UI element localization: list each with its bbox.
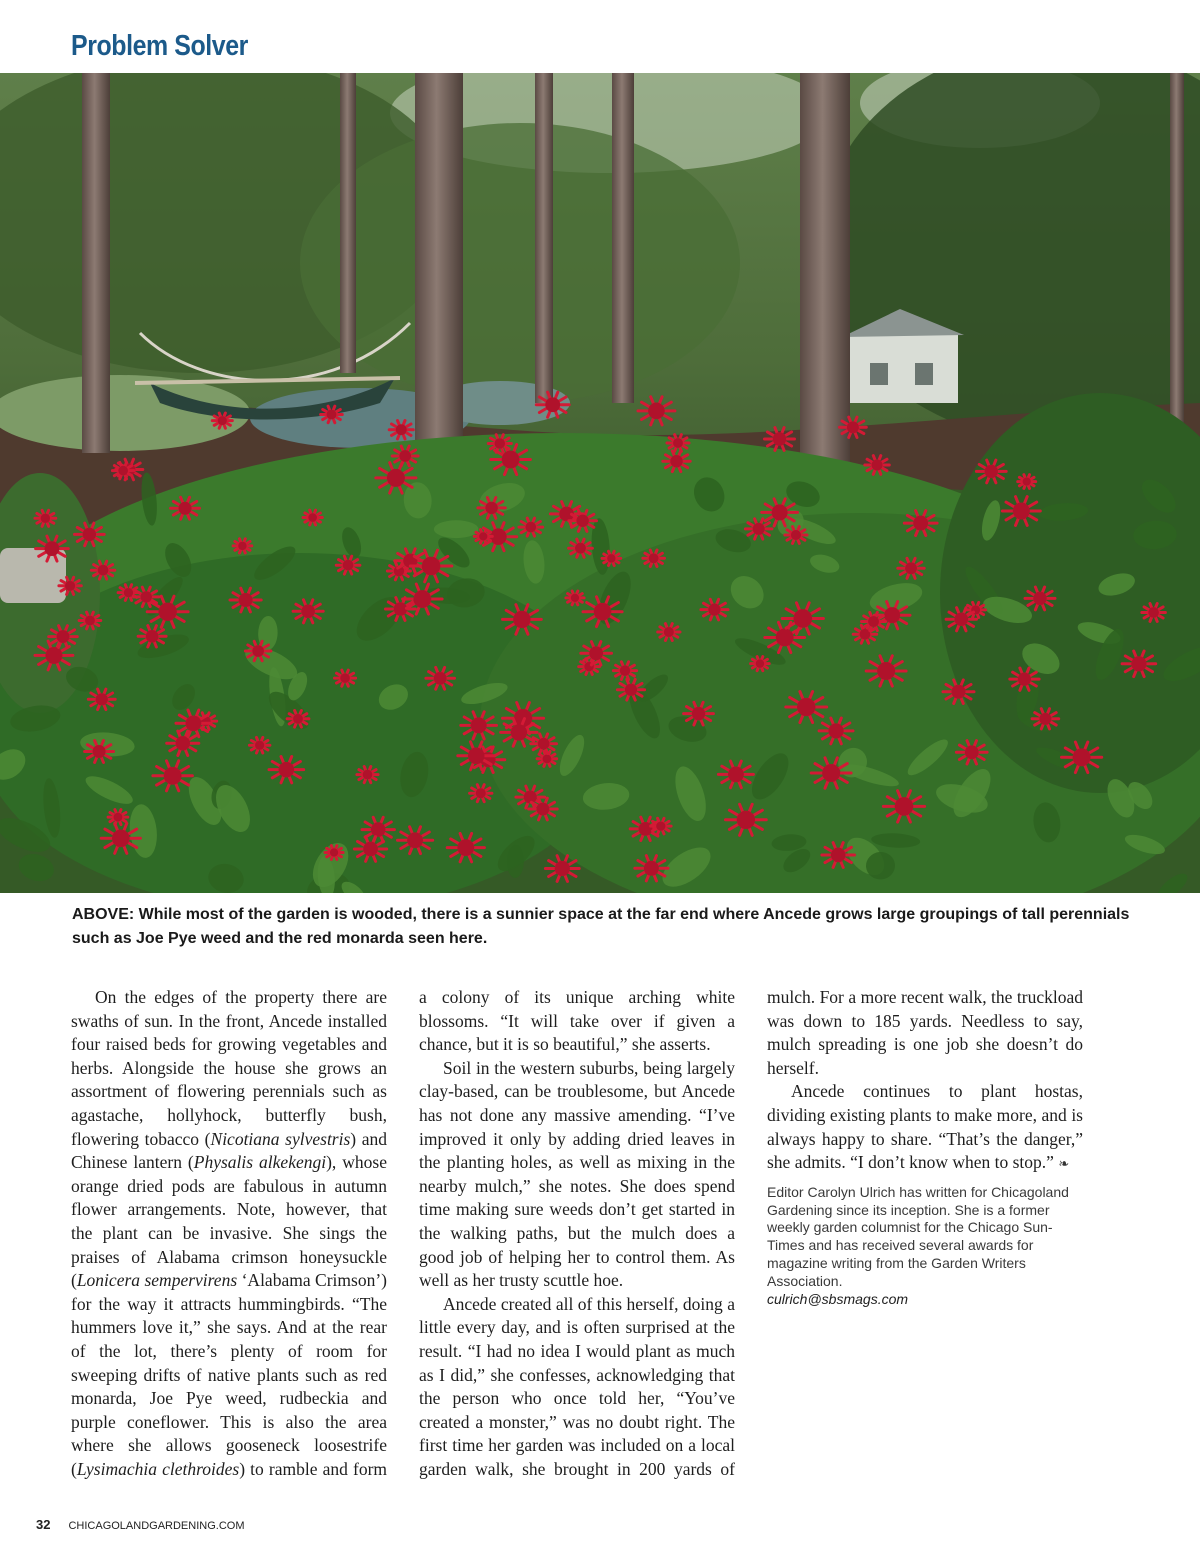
page-number: 32 xyxy=(36,1517,51,1532)
tree-trunk xyxy=(340,73,356,373)
article-paragraph-3: Ancede created all of this herself, doing a little every day, and is often surprised at the result. “I had no idea I would plant as much as I did,” she confesses, acknowledging that the person who once told her, “You’ve created a monster,” was no doubt right. The first time her garden was included on a local garden walk, she brought in 200 yards of mulch. For a more recent walk, the truckload was down to 185 yards. Needless to say, mulch spreading is one job she doesn’t do herself. xyxy=(419,987,1083,1479)
author-email[interactable]: culrich@sbsmags.com xyxy=(767,1290,909,1307)
leaf xyxy=(434,520,479,538)
tree-trunk xyxy=(612,73,634,403)
tree-trunk xyxy=(800,73,850,503)
site-url[interactable]: CHICAGOLANDGARDENING.COM xyxy=(68,1520,245,1532)
page-footer xyxy=(36,1517,245,1532)
article-paragraph-4: Ancede continues to plant hostas, dividing existing plants to make more, and is always happy to share. “That’s the danger,” she admits. “I don’t know when to stop.” ❧ xyxy=(767,1081,1083,1173)
tree-trunk xyxy=(82,73,110,453)
tree-trunk xyxy=(1170,73,1184,433)
garden-photo xyxy=(0,73,1200,893)
tree-trunk xyxy=(535,73,553,403)
section-title: Problem Solver xyxy=(71,30,248,62)
end-mark-icon: ❧ xyxy=(1058,1156,1070,1172)
author-bio: Editor Carolyn Ulrich has written for Chicagoland Gardening since its inception. She is a former weekly garden columnist for the Chicago Sun-Times and has received several awards for magazine writing from the Garden Writers Association. culrich@sbsmags.com xyxy=(767,1183,1069,1307)
photo-caption: ABOVE: While most of the garden is wooded, there is a sunnier space at the far end where Ancede grows large groupings of tall perennials such as Joe Pye weed and the red monarda seen here. xyxy=(72,906,1130,947)
article-paragraph-1: On the edges of the property there are swaths of sun. In the front, Ancede installed four raised beds for growing vegetables and herbs. Alongside the house she grows an assortment of flowering perennials such as agastache, hollyhock, butterfly bush, flowering tobacco (Nicotiana sylvestris) and Chinese lantern (Physalis alkekengi), whose orange dried pods are fabulous in autumn flower arrangements. Note, however, that the plant can be invasive. She sings the praises of Alabama crimson honeysuckle (Lonicera sempervirens ‘Alabama Crimson’) for the way it attracts hummingbirds. “The hummers love it,” she says. And at the rear of the lot, there’s plenty of room for sweeping drifts of native plants such as red monarda, Joe Pye weed, rudbeckia and purple coneflower. This is also the area where she allows gooseneck loosestrife (Lysimachia clethroides) to ramble and form a colony of its unique arching white blossoms. “It will take over if given a chance, but it is so beautiful,” she asserts. xyxy=(71,987,735,1479)
article-body xyxy=(71,986,1083,1496)
article-paragraph-2: Soil in the western suburbs, being largely clay-based, can be troublesome, but Ancede has not done any massive amending. “I’ve improved it only by adding dried leaves in the planting holes, as well as mixing in the nearby mulch,” she notes. She does spend time making sure weeds don’t get started in the walking paths, but the mulch does a good job of helping her to control them. As well as her trusty scuttle hoe. xyxy=(419,1057,735,1291)
